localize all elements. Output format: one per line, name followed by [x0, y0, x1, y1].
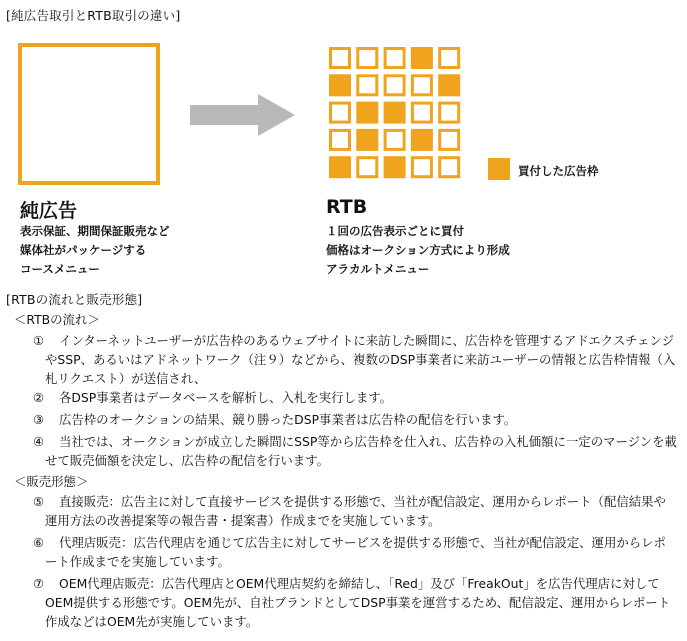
- grid-cell-purchased: [411, 129, 433, 151]
- rtb-grid: [329, 47, 460, 178]
- grid-cell: [385, 49, 404, 68]
- item-number: ②: [33, 390, 45, 405]
- item-text: インターネットユーザーが広告枠のあるウェブサイトに来訪した瞬間に、広告枠を管理するアドエクスチェンジやSSP、あるいはアドネットワーク（注９）などから、複数のDSP事業者に来訪ユーザーの情報と広告枠情報（入札リクエスト）が送信され、: [45, 333, 676, 386]
- grid-cell-purchased: [384, 156, 406, 178]
- grid-cell-purchased: [384, 102, 406, 124]
- grid-cell: [440, 158, 459, 177]
- item-text: 広告枠のオークションの結果、競り勝ったDSP事業者は広告枠の配信を行います。: [59, 412, 517, 427]
- rtb-line: 価格はオークション方式により形成: [326, 243, 510, 257]
- grid-cell: [440, 103, 459, 122]
- item-number: ⑤: [33, 494, 45, 509]
- arrow-icon: [190, 94, 295, 136]
- grid-cell: [358, 158, 377, 177]
- list-item: [14, 410, 678, 429]
- list-item: [14, 388, 678, 407]
- item-text: OEM代理店販売：広告代理店とOEM代理店契約を締結し、「Red」及び「FreakOut」を広告代理店に対してOEM提供する形態です。OEM先が、自社ブランドとしてDSP事業を運営するため、配信設定、運用からレポート作成などはOEM先が実施しています。: [45, 576, 671, 629]
- grid-cell: [412, 76, 431, 95]
- item-text: 各DSP事業者はデータベースを解析し、入札を実行します。: [59, 390, 393, 405]
- grid-cell-purchased: [411, 47, 433, 69]
- grid-cell: [412, 103, 431, 122]
- rtb-line: アラカルトメニュー: [326, 262, 430, 276]
- grid-cell: [385, 130, 404, 149]
- grid-cell: [385, 76, 404, 95]
- pure-ad-heading: 純広告: [20, 200, 78, 222]
- pure-ad-package-box: [20, 45, 158, 183]
- pure-ad-line: 媒体社がパッケージする: [20, 243, 147, 257]
- list-item: [14, 574, 678, 631]
- grid-cell: [331, 130, 350, 149]
- grid-cell: [331, 103, 350, 122]
- legend-swatch: [488, 158, 510, 180]
- legend-label: 買付した広告枠: [518, 164, 599, 178]
- item-number: ③: [33, 412, 45, 427]
- item-number: ⑥: [33, 535, 45, 550]
- item-text: 代理店販売：広告代理店を通じて広告主に対してサービスを提供する形態で、当社が配信設定、運用からレポート作成までを実施しています。: [45, 535, 666, 569]
- grid-cell-purchased: [329, 74, 351, 96]
- grid-cell-purchased: [329, 156, 351, 178]
- grid-cell: [440, 130, 459, 149]
- rtb-heading: RTB: [326, 196, 368, 218]
- grid-cell: [412, 158, 431, 177]
- pure-ad-description: [20, 222, 170, 279]
- item-text: 当社では、オークションが成立した瞬間にSSP等から広告枠を仕入れ、広告枠の入札価額に一定のマージンを載せて販売価額を決定し、広告枠の配信を行います。: [45, 434, 677, 468]
- section-title: [RTBの流れと販売形態]: [6, 292, 143, 307]
- rtb-line: １回の広告表示ごとに買付: [326, 224, 464, 238]
- grid-cell: [440, 49, 459, 68]
- pure-ad-line: 表示保証、期間保証販売など: [20, 224, 170, 238]
- item-number: ⑦: [33, 576, 45, 591]
- grid-cell-purchased: [356, 129, 378, 151]
- list-item: [14, 533, 678, 571]
- list-item: [14, 432, 678, 470]
- pure-ad-line: コースメニュー: [20, 262, 100, 276]
- item-number: ④: [33, 434, 45, 449]
- grid-cell-purchased: [438, 74, 460, 96]
- figure-title: [純広告取引とRTB取引の違い]: [6, 8, 181, 23]
- grid-cell: [358, 49, 377, 68]
- grid-cell: [358, 76, 377, 95]
- list-item: [14, 492, 678, 530]
- rtb-description: [326, 222, 510, 279]
- sales-heading: ＜販売形態＞: [14, 474, 89, 489]
- item-text: 直接販売：広告主に対して直接サービスを提供する形態で、当社が配信設定、運用からレポート（配信結果や運用方法の改善提案等の報告書・提案書）作成までを実施しています。: [45, 494, 666, 528]
- list-item: [14, 331, 678, 388]
- rtb-flow-heading: ＜RTBの流れ＞: [14, 312, 100, 327]
- grid-cell-purchased: [356, 102, 378, 124]
- grid-cell: [331, 49, 350, 68]
- item-number: ①: [33, 333, 45, 348]
